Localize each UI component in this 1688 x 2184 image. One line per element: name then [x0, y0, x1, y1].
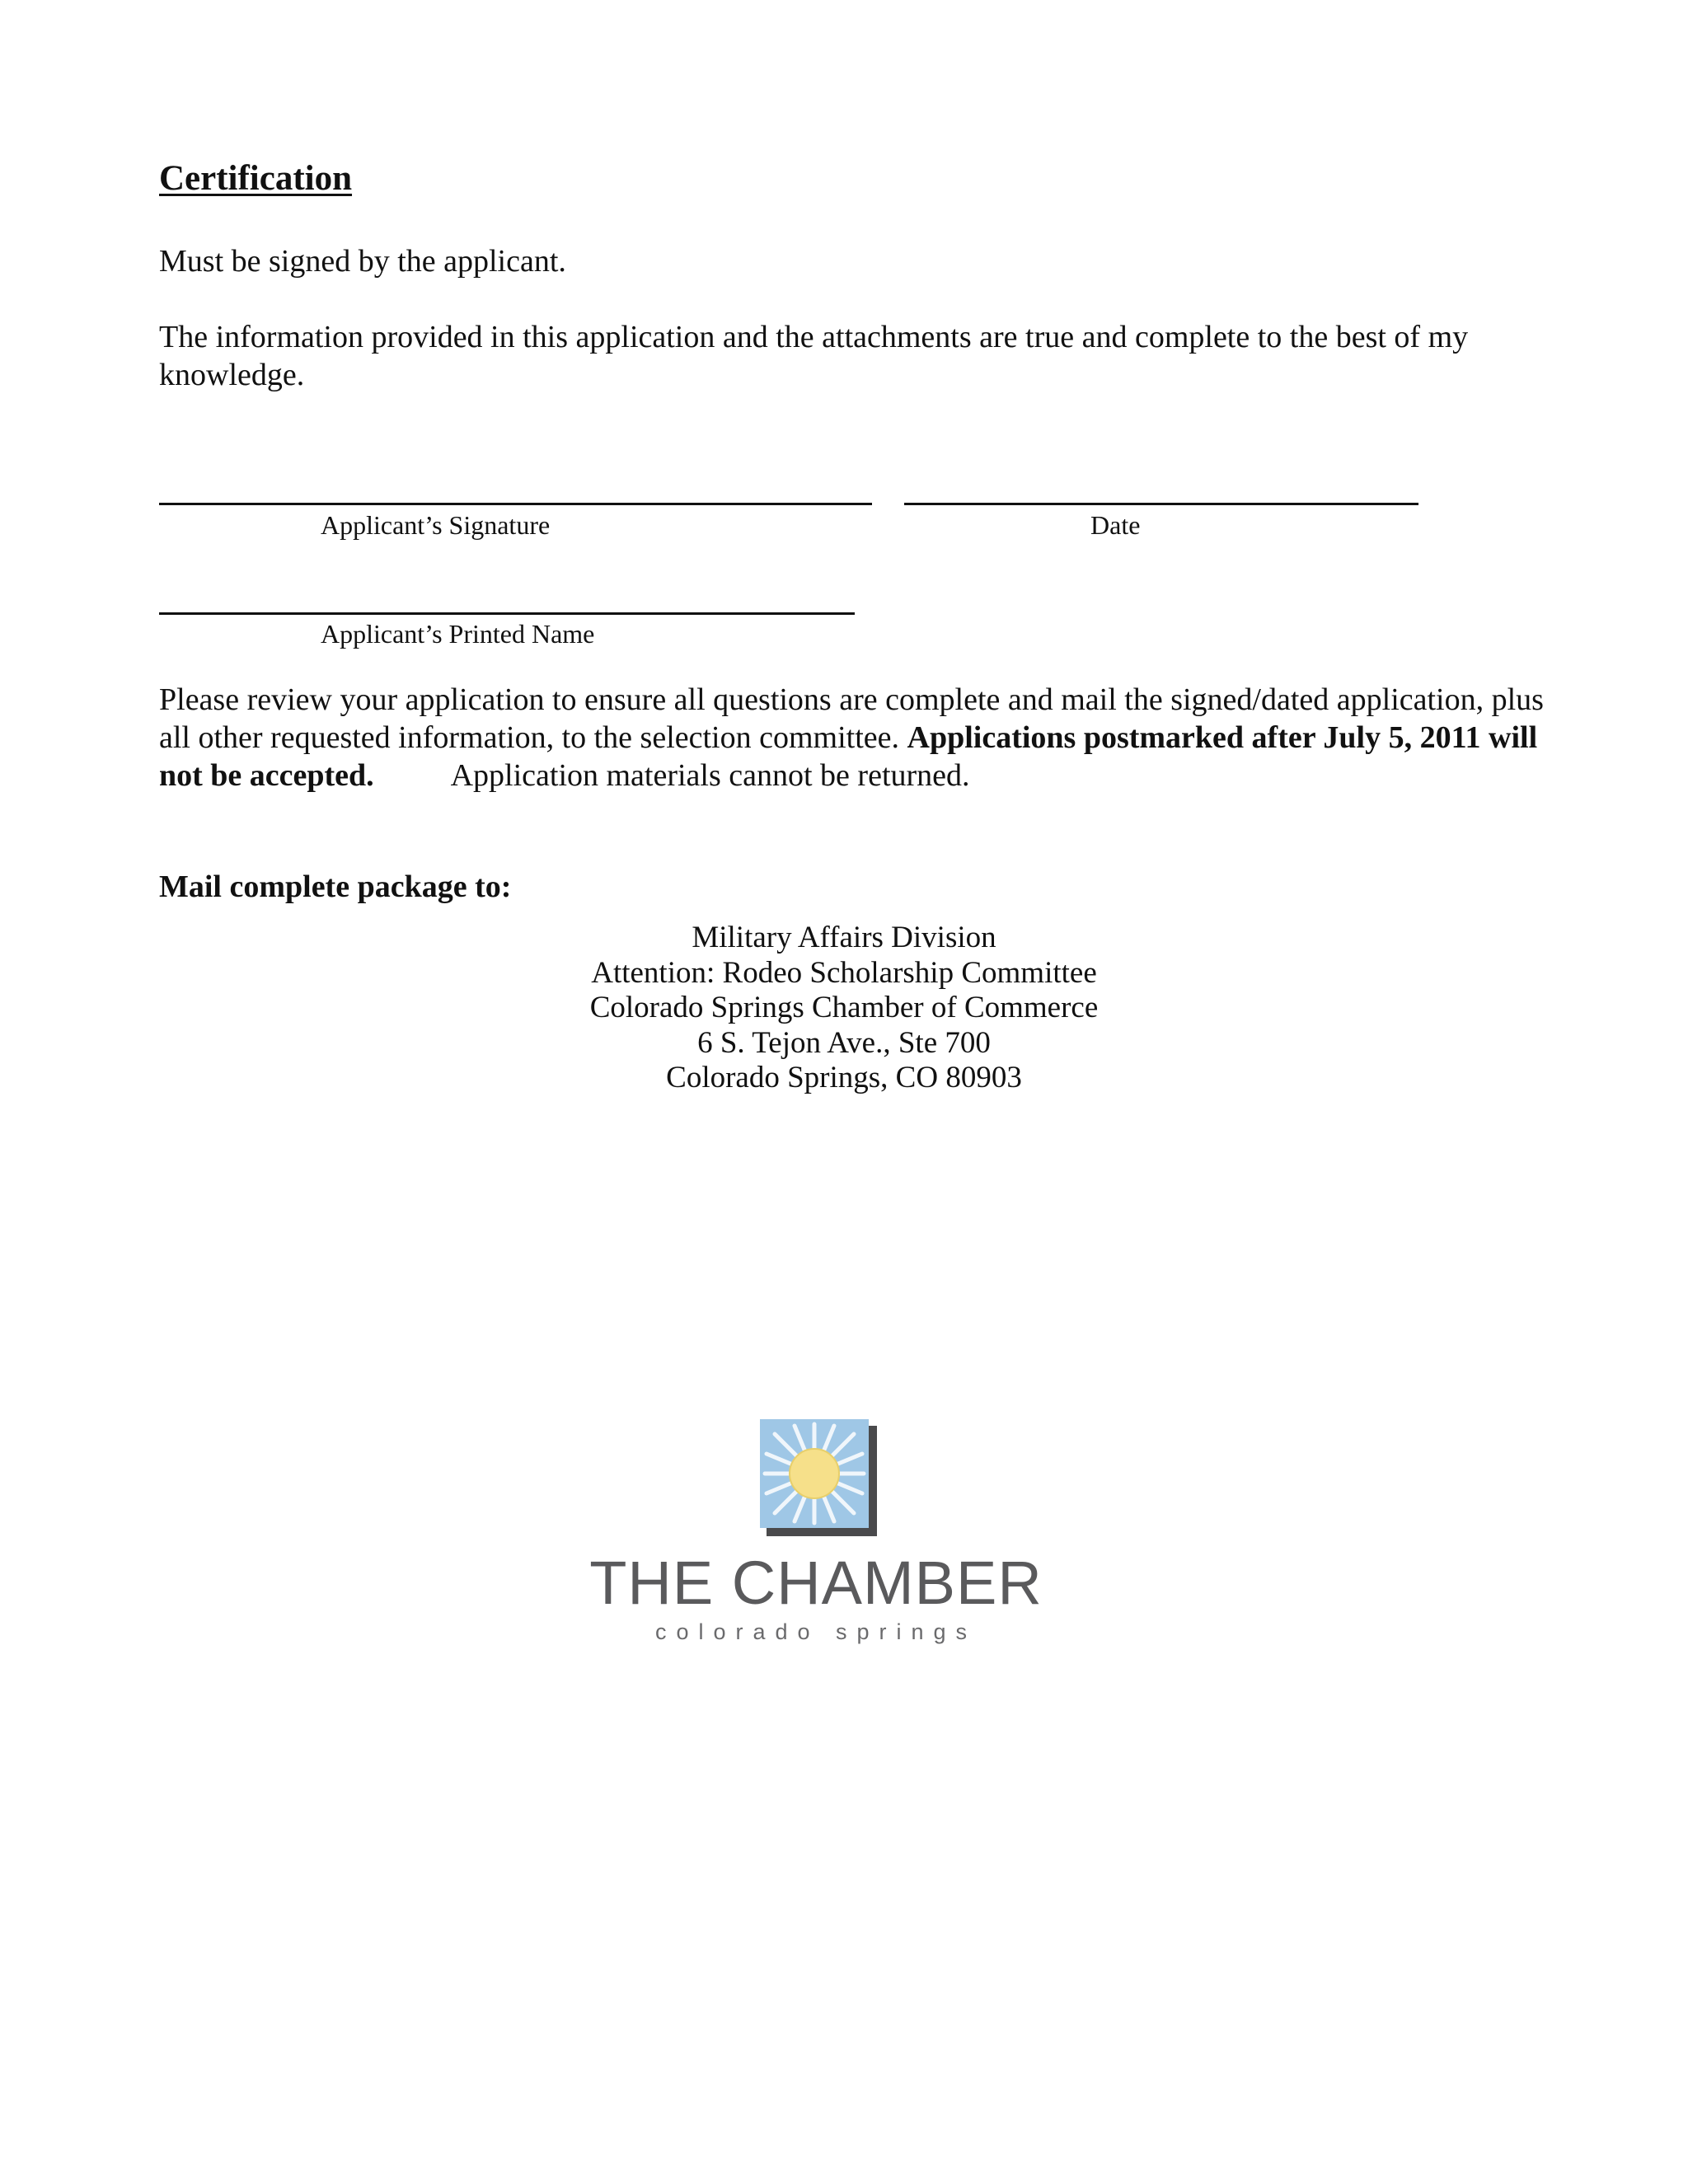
review-instructions: [159, 681, 1544, 794]
chamber-logo: [577, 1418, 1055, 1665]
address-line: 6 S. Tejon Ave., Ste 700: [697, 1025, 991, 1060]
printed-name-line[interactable]: [159, 612, 855, 615]
address-line: Military Affairs Division: [692, 921, 996, 954]
printed-name-label: Applicant’s Printed Name: [321, 619, 595, 649]
signature-label: Applicant’s Signature: [321, 510, 551, 540]
signature-requirement: Must be signed by the applicant.: [159, 244, 566, 279]
mailing-address: [0, 921, 1688, 1096]
deadline-notice: Applications postmarked after July 5, 2011 will not be accepted.: [159, 720, 1538, 793]
certification-heading: Certification: [159, 159, 353, 198]
sun-icon: [758, 1418, 882, 1541]
spacer: [374, 758, 451, 793]
date-label: Date: [1090, 510, 1141, 540]
review-text: Please review your application to ensure all questions are complete and mail the signed/dated application, plus all other requested information, to the selection committee.: [159, 682, 1544, 755]
logo-subtitle: colorado springs: [654, 1619, 978, 1644]
date-line[interactable]: [904, 503, 1418, 505]
return-notice: Application materials cannot be returned.: [450, 758, 970, 793]
mail-package-label: Mail complete package to:: [159, 869, 512, 904]
signature-line[interactable]: [159, 503, 872, 505]
address-line: Colorado Springs Chamber of Commerce: [589, 991, 1099, 1024]
logo-wordmark: THE CHAMBER: [589, 1549, 1043, 1617]
address-line: Attention: Rodeo Scholarship Committee: [591, 955, 1097, 990]
certification-statement: The information provided in this application and the attachments are true and complete to the best of my knowledge.: [159, 320, 1469, 392]
address-line: Colorado Springs, CO 80903: [666, 1061, 1022, 1094]
